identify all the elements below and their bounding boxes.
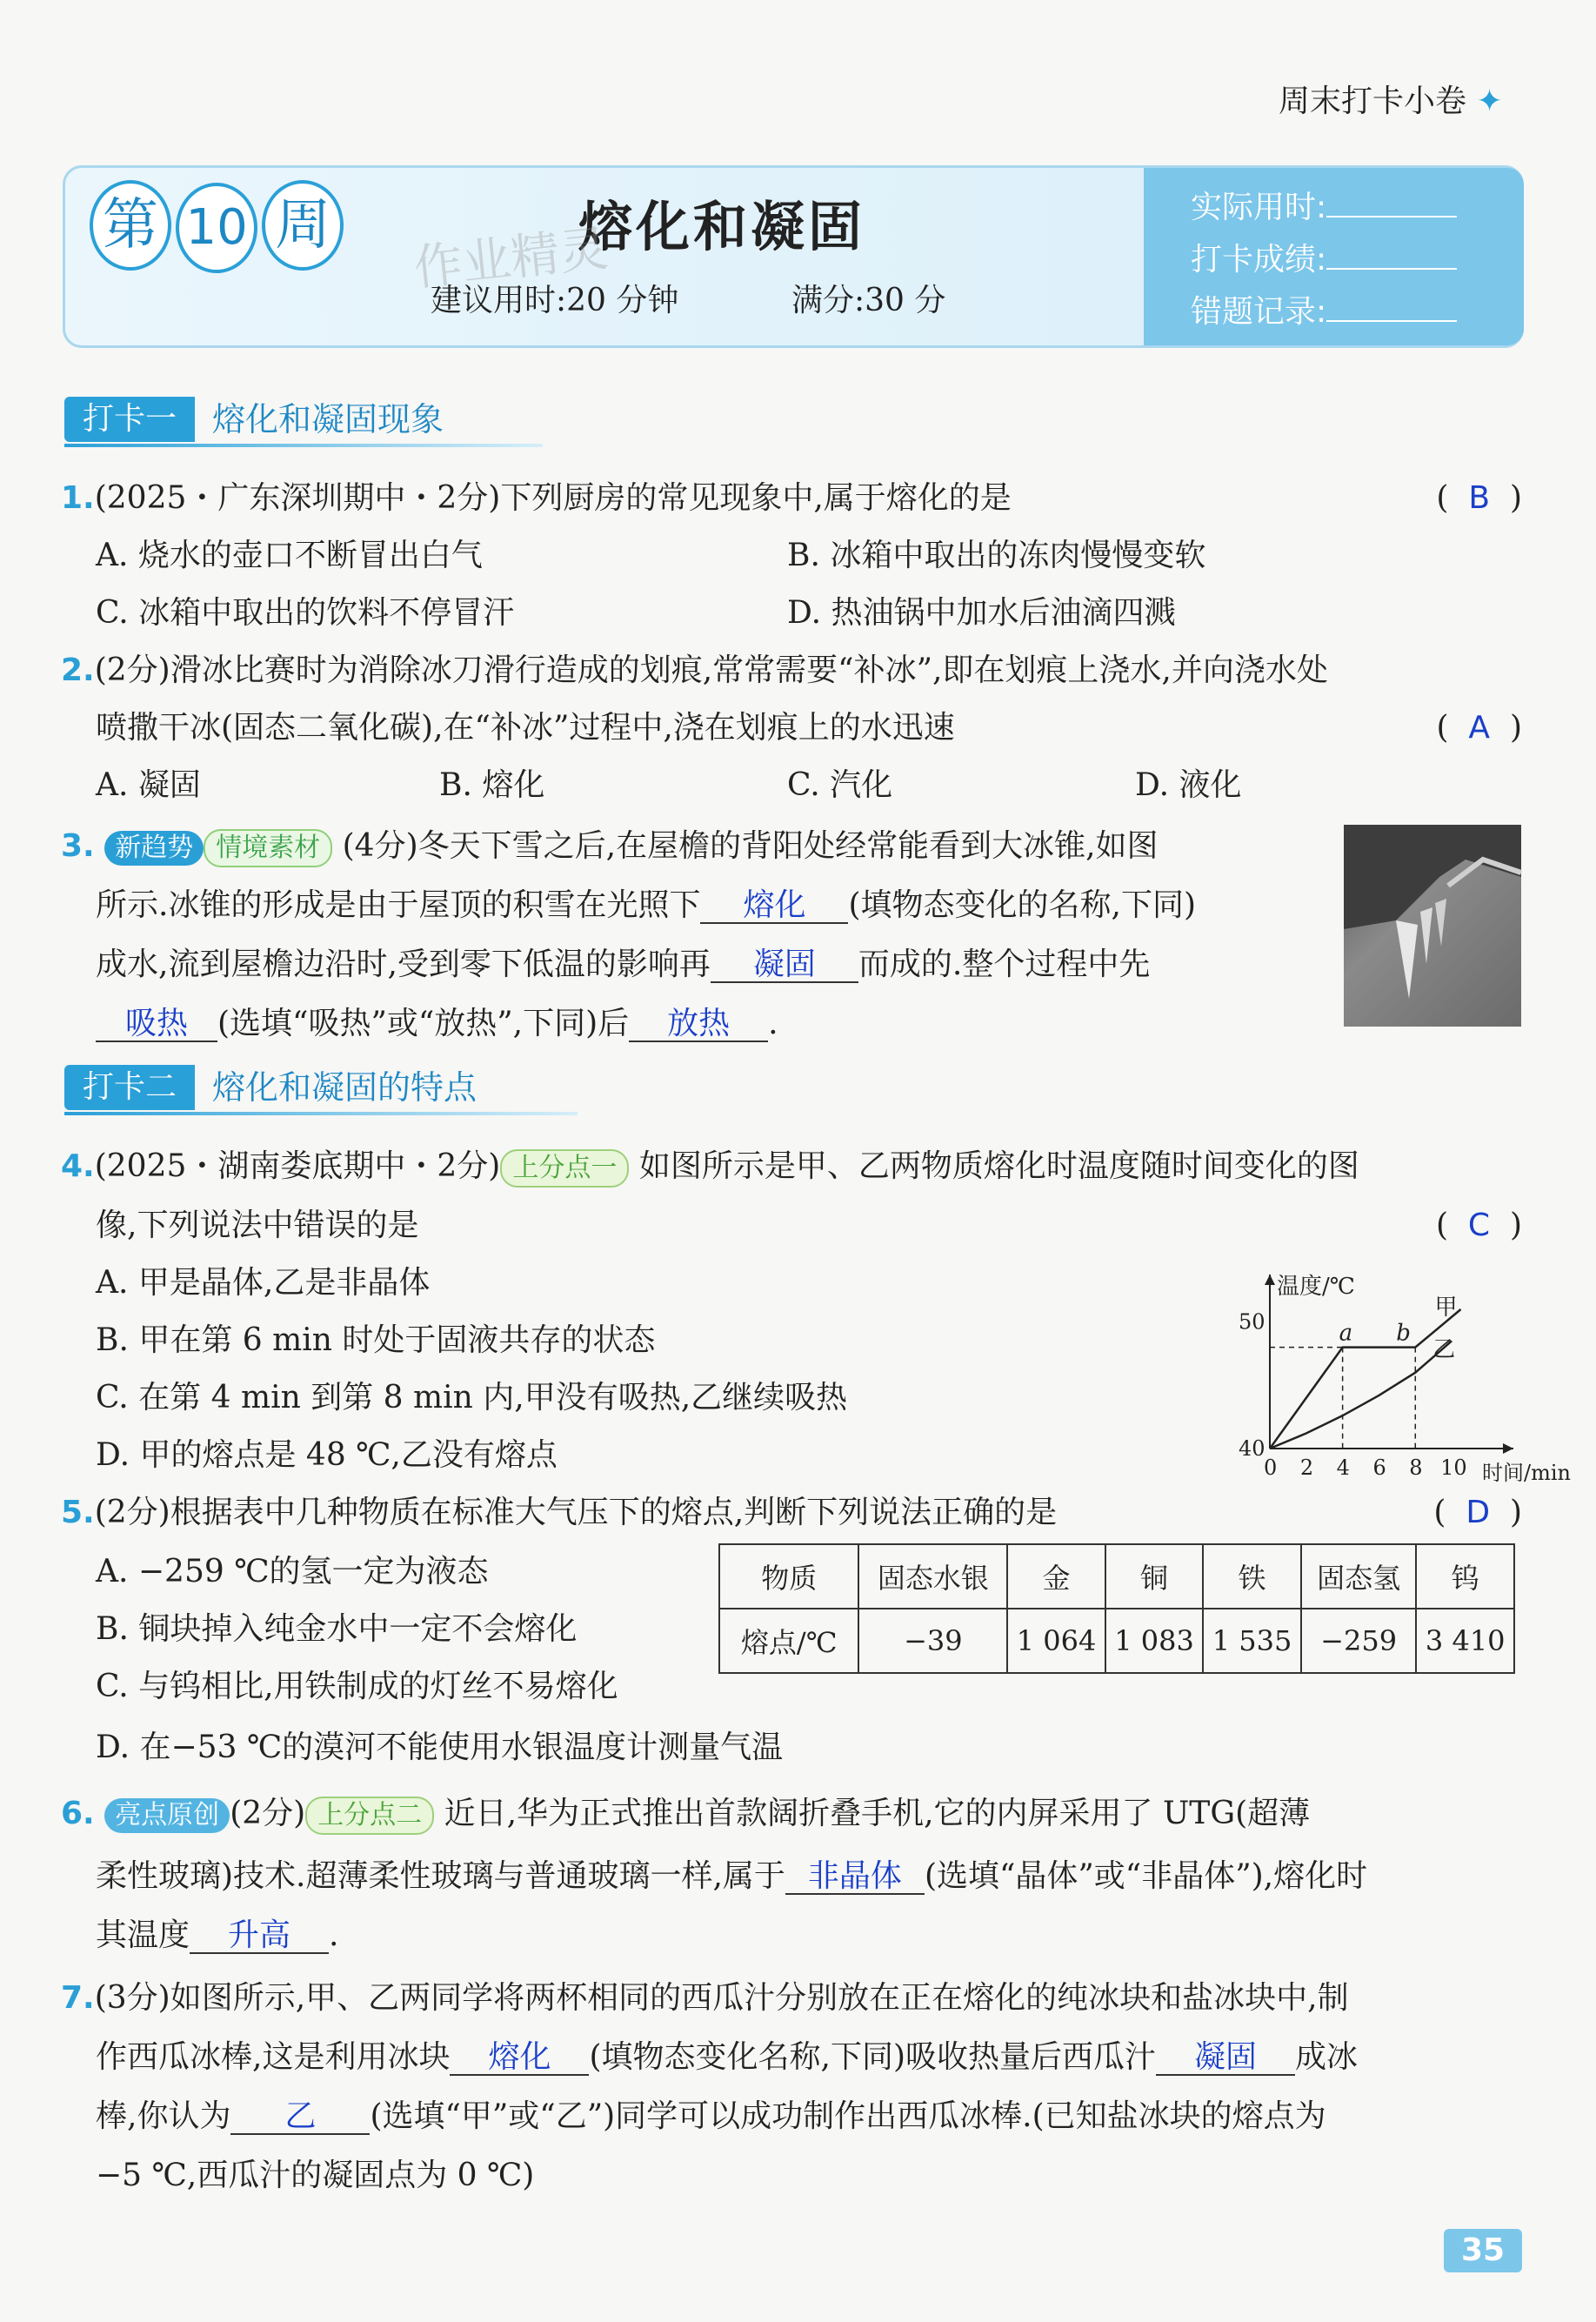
y-axis-arrow — [1265, 1275, 1275, 1285]
score-point-2-tag: 上分点二 — [305, 1797, 434, 1835]
q1-option-d: D. 热油锅中加水后油滴四溅 — [787, 595, 1176, 631]
section-1-title: 熔化和凝固现象 — [212, 400, 444, 438]
series-line — [1270, 1309, 1461, 1449]
q6-blank-1: 非晶体 — [807, 1858, 902, 1894]
question-7-line-1: 7.(3分)如图所示,甲、乙两同学将两杯相同的西瓜汁分别放在正在熔化的纯冰块和盐冰块中,制 — [61, 1980, 1349, 2016]
question-6-line-3: 其温度 升高 . — [96, 1917, 339, 1953]
question-3-line-2: 所示.冰锥的形成是由于屋顶的积雪在光照下 熔化 (填物态变化的名称,下同) — [96, 887, 1196, 923]
answer-q4: C — [1467, 1208, 1491, 1243]
point-label: a — [1339, 1320, 1353, 1347]
question-3-line-3: 成水,流到屋檐边沿时,受到零下低温的影响再 凝固 而成的.整个过程中先 — [96, 947, 1151, 982]
icicle-photo — [1344, 825, 1521, 1027]
x-tick-label: 6 — [1372, 1455, 1386, 1480]
section-2-title: 熔化和凝固的特点 — [212, 1068, 477, 1107]
point-label: b — [1396, 1320, 1411, 1347]
question-4-line-1: 4.(2025・湖南娄底期中・2分) 上分点一 如图所示是甲、乙两物质熔化时温度随时间变化的图 — [61, 1148, 1359, 1188]
original-tag: 亮点原创 — [104, 1798, 230, 1833]
q4-option-c: C. 在第 4 min 到第 8 min 内,甲没有吸热,乙继续吸热 — [96, 1380, 848, 1415]
score-label: 打卡成绩: — [1191, 234, 1457, 286]
question-7-line-3: 棒,你认为 乙 (选填“甲”或“乙”)同学可以成功制作出西瓜冰棒.(已知盐冰块的熔点为 — [96, 2098, 1326, 2134]
week-banner — [63, 165, 1524, 348]
question-4-line-2: 像,下列说法中错误的是 ( C ) — [96, 1208, 1522, 1243]
q3-blank-3: 吸热 — [124, 1006, 188, 1041]
watermark: 作业精灵 — [411, 220, 611, 298]
question-6-line-2: 柔性玻璃)技术.超薄柔性玻璃与普通玻璃一样,属于 非晶体 (选填“晶体”或“非晶体”),熔化时 — [96, 1858, 1368, 1894]
question-3-line-1: 3. 新趋势 情境素材 (4分)冬天下雪之后,在屋檐的背阳处经常能看到大冰锥,如图 — [61, 828, 1159, 867]
q7-blank-2: 凝固 — [1193, 2039, 1257, 2075]
x-tick-label: 2 — [1299, 1455, 1314, 1480]
answer-q2: A — [1468, 710, 1491, 746]
answer-q5: D — [1466, 1495, 1491, 1530]
q1-option-c: C. 冰箱中取出的饮料不停冒汗 — [96, 595, 515, 631]
q3-blank-1: 熔化 — [743, 887, 806, 923]
q3-blank-4: 放热 — [667, 1006, 731, 1041]
q2-option-a: A. 凝固 — [96, 767, 201, 803]
x-axis-arrow — [1503, 1443, 1513, 1454]
x-tick-label: 10 — [1440, 1455, 1467, 1480]
x-tick-label: 0 — [1264, 1455, 1278, 1480]
melting-curve-chart — [1200, 1253, 1571, 1488]
q2-option-b: B. 熔化 — [439, 767, 545, 803]
q5-option-a: A. −259 ℃的氢一定为液态 — [96, 1554, 489, 1589]
question-7-line-2: 作西瓜冰棒,这是利用冰块 熔化 (填物态变化名称,下同)吸收热量后西瓜汁 凝固 成冰 — [96, 2039, 1359, 2075]
q1-option-a: A. 烧水的壶口不断冒出白气 — [96, 538, 483, 573]
question-1: 1.(2025・广东深圳期中・2分)下列厨房的常见现象中,属于熔化的是 ( B ) — [61, 480, 1522, 516]
series-line — [1270, 1341, 1452, 1449]
question-3-line-4: 吸热 (选填“吸热”或“放热”,下同)后 放热 . — [96, 1006, 778, 1042]
x-axis-label: 时间/min — [1482, 1461, 1571, 1485]
series-label: 甲 — [1434, 1295, 1458, 1321]
suggested-time: 建议用时:20 分钟 — [431, 283, 679, 318]
q4-option-a: A. 甲是晶体,乙是非晶体 — [96, 1265, 431, 1301]
q5-option-d: D. 在−53 ℃的漠河不能使用水银温度计测量气温 — [96, 1730, 784, 1765]
q1-option-b: B. 冰箱中取出的冻肉慢慢变软 — [787, 538, 1206, 573]
week-number: 10 — [176, 183, 257, 273]
y-tick-label: 40 — [1239, 1436, 1265, 1461]
question-7-line-4: −5 ℃,西瓜汁的凝固点为 0 ℃) — [96, 2158, 535, 2193]
q3-blank-2: 凝固 — [752, 947, 816, 982]
q5-option-b: B. 铜块掉入纯金水中一定不会熔化 — [96, 1611, 578, 1647]
q4-option-b: B. 甲在第 6 min 时处于固液共存的状态 — [96, 1322, 656, 1358]
q2-option-d: D. 液化 — [1135, 767, 1242, 803]
q6-blank-2: 升高 — [228, 1917, 291, 1953]
question-2-line-1: 2.(2分)滑冰比赛时为消除冰刀滑行造成的划痕,常常需要“补冰”,即在划痕上浇水,并向浇水处 — [61, 652, 1328, 688]
y-axis-label: 温度/℃ — [1277, 1274, 1355, 1300]
question-5: 5.(2分)根据表中几种物质在标准大气压下的熔点,判断下列说法正确的是 ( D ) — [61, 1495, 1522, 1530]
new-trend-tag: 新趋势 — [104, 831, 204, 866]
page-title: 熔化和凝固 — [578, 195, 866, 258]
section-1-header — [64, 397, 543, 445]
x-tick-label: 8 — [1409, 1455, 1423, 1480]
q5-option-c: C. 与钨相比,用铁制成的灯丝不易熔化 — [96, 1669, 618, 1704]
melting-point-table — [718, 1543, 1515, 1674]
x-tick-label: 4 — [1336, 1455, 1350, 1480]
question-6-line-1: 6. 亮点原创 (2分) 上分点二 近日,华为正式推出首款阔折叠手机,它的内屏采用了 UTG(超薄 — [61, 1796, 1310, 1835]
week-suffix: 周 — [262, 180, 344, 271]
week-prefix: 第 — [90, 180, 171, 271]
y-tick-label: 50 — [1239, 1309, 1265, 1335]
question-2-line-2: 喷撒干冰(固态二氧化碳),在“补冰”过程中,浇在划痕上的水迅速 ( A ) — [96, 710, 1522, 746]
q2-option-c: C. 汽化 — [787, 767, 893, 803]
page-header-label: 周末打卡小卷 ✦ — [1279, 84, 1503, 119]
answer-q1: B — [1468, 480, 1491, 516]
table-header-row: 物质 固态水银 金 铜 铁 固态氢 钨 — [719, 1544, 1514, 1609]
series-label: 乙 — [1432, 1336, 1456, 1363]
mistake-record-label: 错题记录: — [1191, 286, 1457, 338]
q7-blank-1: 熔化 — [488, 2039, 551, 2075]
banner-side-panel — [1144, 168, 1524, 345]
week-number-badge — [90, 180, 344, 276]
context-material-tag: 情境素材 — [204, 829, 332, 867]
section-2-badge: 打卡二 — [64, 1065, 195, 1110]
full-score: 满分:30 分 — [791, 283, 946, 318]
actual-time-label: 实际用时: — [1191, 182, 1457, 234]
score-point-1-tag: 上分点一 — [500, 1149, 629, 1188]
section-1-badge: 打卡一 — [64, 397, 195, 442]
q7-blank-3: 乙 — [284, 2098, 317, 2134]
table-row: 熔点/℃ −39 1 064 1 083 1 535 −259 3 410 — [719, 1609, 1514, 1673]
sparkle-icon: ✦ — [1476, 84, 1503, 119]
q4-option-d: D. 甲的熔点是 48 ℃,乙没有熔点 — [96, 1437, 558, 1473]
section-2-header — [64, 1065, 578, 1114]
page-number: 35 — [1444, 2229, 1522, 2272]
